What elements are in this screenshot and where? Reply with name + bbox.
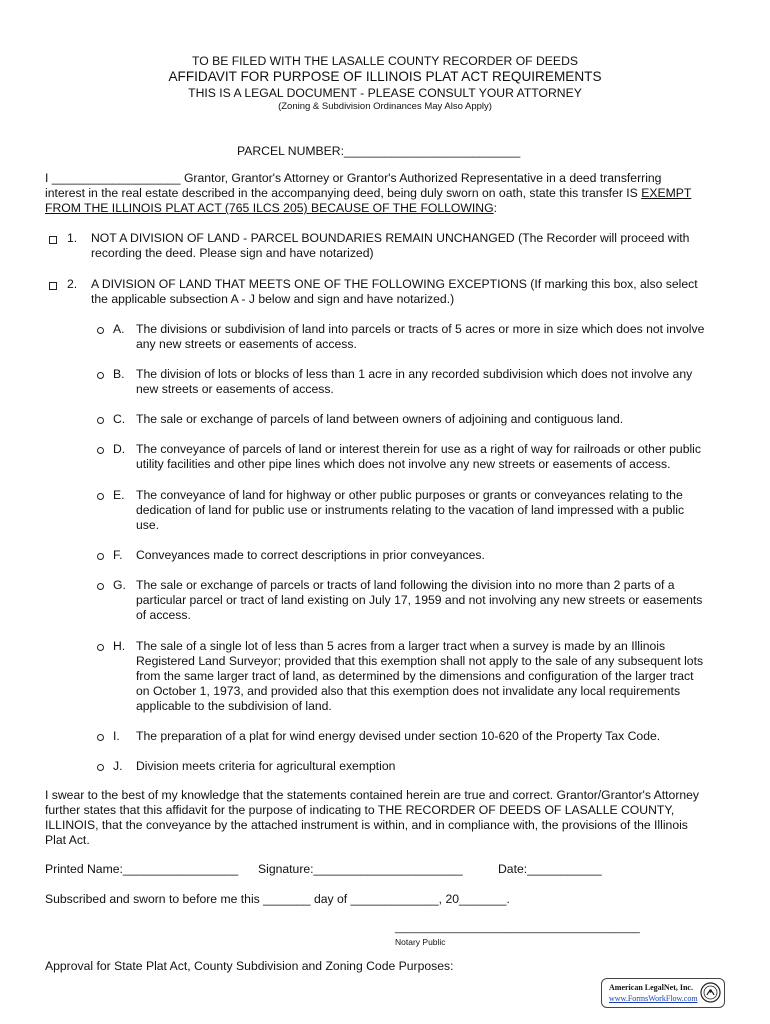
- exception-letter: F.: [113, 548, 123, 562]
- oath-line-4: Plat Act.: [45, 833, 90, 847]
- intro-colon: :: [493, 201, 497, 215]
- exception-text-line: dedication of land for public use or instruments relating to the vacation of land impressed with a public: [136, 503, 685, 517]
- notary-signature-line[interactable]: ________________________________________: [395, 922, 640, 934]
- exception-d-radio[interactable]: [97, 447, 104, 454]
- oath-line-2: further states that this affidavit for the purpose of indicating to THE RECORDER OF DEEDS OF LASALLE COUNTY,: [45, 803, 675, 817]
- exception-letter: B.: [113, 367, 125, 381]
- option-1-line-2: recording the deed. Please sign and have notarized): [91, 246, 374, 260]
- exception-text-line: Division meets criteria for agricultural exemption: [136, 759, 396, 773]
- exception-letter: I.: [113, 729, 120, 743]
- printed-name-field[interactable]: Printed Name:_________________: [45, 862, 239, 876]
- exception-b-radio[interactable]: [97, 372, 104, 379]
- option-1-line-1: NOT A DIVISION OF LAND - PARCEL BOUNDARIES REMAIN UNCHANGED (The Recorder will proceed with: [91, 231, 690, 245]
- exception-text-line: The sale or exchange of parcels of land between owners of adjoining and contiguous land.: [136, 412, 624, 426]
- option-2-line-2: the applicable subsection A - J below and sign and have notarized.): [91, 292, 455, 306]
- exception-text-line: use.: [136, 518, 160, 532]
- exception-letter: E.: [113, 488, 125, 502]
- intro-line-1: [45, 171, 661, 185]
- parcel-number-label: PARCEL NUMBER:: [237, 144, 344, 158]
- date-field[interactable]: Date:___________: [498, 862, 602, 876]
- exception-text-line: The division of lots or blocks of less than 1 acre in any recorded subdivision which does not involve any: [136, 367, 693, 381]
- exception-i-radio[interactable]: [97, 734, 104, 741]
- exception-text-line: The sale or exchange of parcels or tracts of land following the division into no more than 2 parts of a: [136, 578, 675, 592]
- option-1-checkbox[interactable]: [49, 236, 57, 244]
- exception-text-line: The divisions or subdivision of land into parcels or tracts of 5 acres or more in size which does not involve: [136, 322, 705, 336]
- option-2-number: 2.: [67, 277, 78, 291]
- exception-text-line: any new streets or easements of access.: [136, 337, 357, 351]
- exception-text-line: new streets or easements of access.: [136, 382, 334, 396]
- exception-text-line: Registered Land Surveyor; provided that this exemption shall not apply to the sale of any subsequent lots: [136, 654, 704, 668]
- exception-text-line: particular parcel or tract of land existing on July 17, 1959 and not involving any new streets or easements: [136, 593, 703, 607]
- company-url[interactable]: www.FormsWorkFlow.com: [609, 994, 698, 1003]
- exception-j-radio[interactable]: [97, 764, 104, 771]
- exception-letter: G.: [113, 578, 126, 592]
- oath-line-3: ILLINOIS, that the conveyance by the attached instrument is within, and in compliance with, the provisions of the Illinois: [45, 818, 688, 832]
- parcel-number-field[interactable]: [237, 144, 520, 158]
- exception-letter: J.: [113, 759, 123, 773]
- intro-line-3: [45, 201, 497, 215]
- seal-icon: [700, 982, 721, 1003]
- oath-line-1: I swear to the best of my knowledge that the statements contained herein are true and correct. Grantor/Grantor's Attorney: [45, 788, 700, 802]
- signature-field[interactable]: Signature:______________________: [258, 862, 463, 876]
- zoning-note: (Zoning & Subdivision Ordinances May Also Apply): [278, 101, 492, 112]
- filed-with-line: TO BE FILED WITH THE LASALLE COUNTY RECORDER OF DEEDS: [191, 54, 578, 68]
- intro-line-1-text: Grantor, Grantor's Attorney or Grantor's Authorized Representative in a deed transferring: [183, 171, 662, 185]
- option-1-number: 1.: [67, 231, 78, 245]
- exception-g-radio[interactable]: [97, 583, 104, 590]
- intro-line-2: [45, 186, 691, 200]
- american-legalnet-logo: [601, 978, 725, 1008]
- exception-e-radio[interactable]: [97, 493, 104, 500]
- company-name: American LegalNet, Inc.: [609, 983, 693, 992]
- exception-letter: C.: [113, 412, 126, 426]
- exception-text-line: of access.: [136, 608, 191, 622]
- exception-text-line: on October 1, 1973, and provided also that this exemption does not invalidate any local requirements: [136, 684, 681, 698]
- exception-text-line: Conveyances made to correct descriptions in prior conveyances.: [136, 548, 485, 562]
- exempt-word: EXEMPT: [641, 186, 692, 200]
- exception-text-line: from the same larger tract of land, as determined by the dimensions and configuration of the larger tract: [136, 669, 694, 683]
- option-2-line-1: A DIVISION OF LAND THAT MEETS ONE OF THE FOLLOWING EXCEPTIONS (If marking this box, also select: [91, 277, 698, 291]
- grantor-name-blank[interactable]: I ___________________: [45, 171, 181, 185]
- exception-a-radio[interactable]: [97, 327, 104, 334]
- option-2-checkbox[interactable]: [49, 282, 57, 290]
- exception-text-line: The sale of a single lot of less than 5 acres from a larger tract when a survey is made by an Illinois: [136, 639, 666, 653]
- exception-text-line: The preparation of a plat for wind energy devised under section 10-620 of the Property Tax Code.: [136, 729, 661, 743]
- exception-h-radio[interactable]: [97, 644, 104, 651]
- exception-letter: D.: [113, 442, 126, 456]
- exception-f-radio[interactable]: [97, 553, 104, 560]
- exception-text-line: applicable to the subdivision of land.: [136, 699, 332, 713]
- exception-text-line: The conveyance of parcels of land or interest therein for use as a right of way for railroads or other public: [136, 442, 701, 456]
- plat-act-reference: FROM THE ILLINOIS PLAT ACT (765 ILCS 205) BECAUSE OF THE FOLLOWING: [45, 201, 494, 215]
- notary-public-label: Notary Public: [395, 937, 446, 947]
- approval-heading: Approval for State Plat Act, County Subdivision and Zoning Code Purposes:: [45, 959, 454, 973]
- exception-text-line: utility facilities and other pipe lines which does not involve any new streets or easements of access.: [136, 457, 671, 471]
- parcel-number-blank: __________________________: [344, 144, 521, 158]
- exception-letter: H.: [113, 639, 126, 653]
- exception-letter: A.: [113, 322, 125, 336]
- legal-notice: THIS IS A LEGAL DOCUMENT - PLEASE CONSULT YOUR ATTORNEY: [188, 86, 582, 100]
- exception-text-line: The conveyance of land for highway or other public purposes or grants or conveyances relating to the: [136, 488, 683, 502]
- exception-c-radio[interactable]: [97, 417, 104, 424]
- intro-line-2-text: interest in the real estate described in the accompanying deed, being duly sworn on oath, state this transfer IS: [45, 186, 642, 200]
- page-title: AFFIDAVIT FOR PURPOSE OF ILLINOIS PLAT ACT REQUIREMENTS: [168, 69, 602, 84]
- subscribed-sworn-line[interactable]: Subscribed and sworn to before me this _______ day of _____________, 20_______.: [45, 892, 510, 906]
